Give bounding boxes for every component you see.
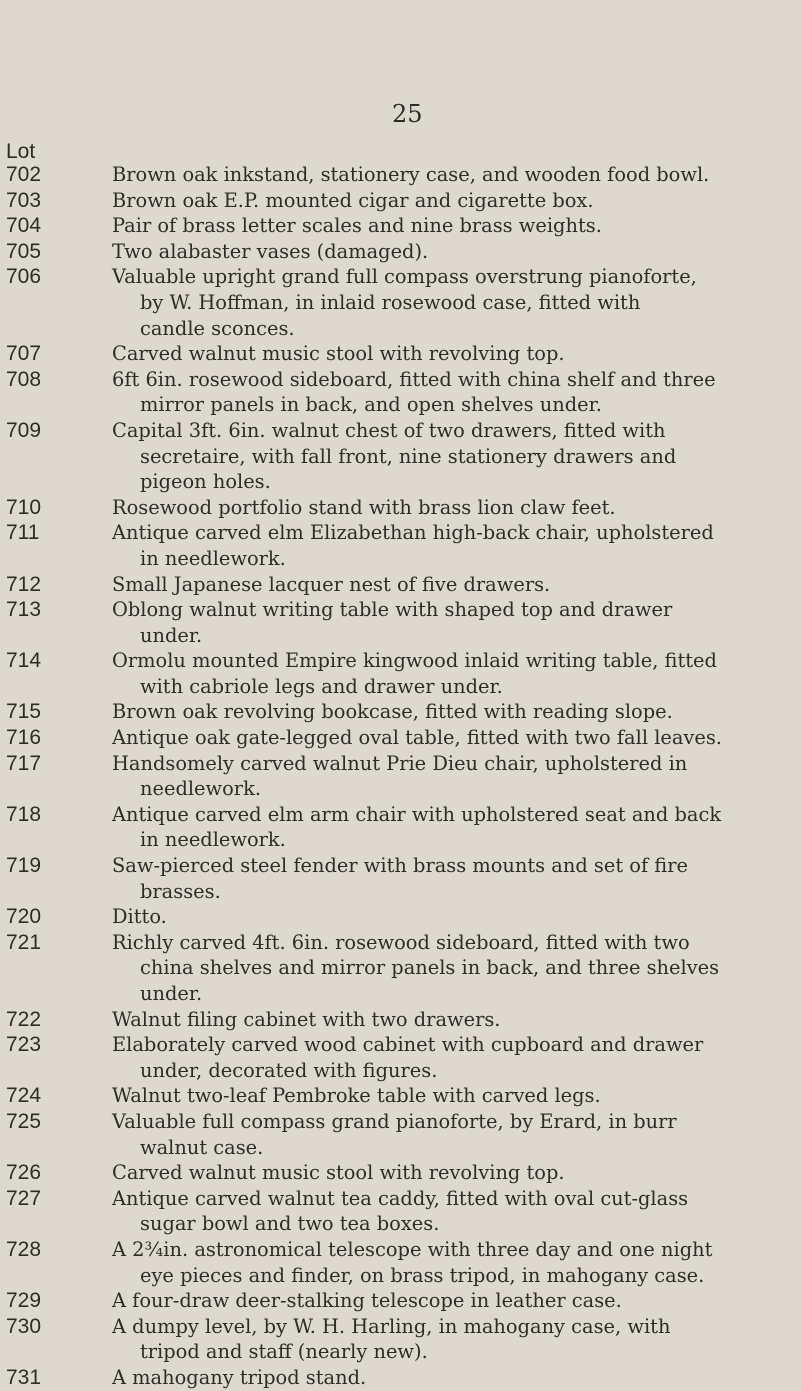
lot-entry <box>6 367 796 418</box>
lot-number: 731 <box>6 1365 42 1389</box>
lot-list <box>6 162 796 1391</box>
lot-entry <box>6 1288 796 1314</box>
page-number: 25 <box>392 100 423 128</box>
lot-entry <box>6 1160 796 1186</box>
lot-description-line: Valuable full compass grand pianoforte, by Erard, in burr <box>112 1109 677 1133</box>
lot-number: 730 <box>6 1314 42 1338</box>
lot-entry <box>6 648 796 699</box>
lot-number: 723 <box>6 1033 42 1057</box>
lot-description-line: Two alabaster vases (damaged). <box>112 239 429 263</box>
lot-entry <box>6 341 796 367</box>
lot-description <box>58 1160 796 1186</box>
lot-number: 709 <box>6 418 42 442</box>
lot-number: 711 <box>6 521 40 545</box>
lot-number: 704 <box>6 214 42 238</box>
lot-number: 726 <box>6 1161 42 1185</box>
lot-description-line: candle sconces. <box>140 316 295 340</box>
lot-entry <box>6 1237 796 1288</box>
lot-description <box>58 520 796 571</box>
lot-description-line: A dumpy level, by W. H. Harling, in mahogany case, with <box>112 1314 671 1338</box>
lot-entry <box>6 572 796 598</box>
lot-number: 717 <box>6 751 42 775</box>
lot-number: 712 <box>6 572 42 596</box>
lot-description-line: Oblong walnut writing table with shaped top and drawer <box>112 598 673 622</box>
lot-description <box>58 1314 796 1365</box>
lot-entry <box>6 904 796 930</box>
lot-description <box>58 367 796 418</box>
lot-description-line: Ditto. <box>112 905 167 929</box>
lot-number: 722 <box>6 1007 42 1031</box>
lot-description <box>58 239 796 265</box>
lot-description-line: Carved walnut music stool with revolving top. <box>112 342 565 366</box>
lot-number: 716 <box>6 726 42 750</box>
lot-entry <box>6 597 796 648</box>
lot-number: 720 <box>6 905 42 929</box>
lot-description-line: Carved walnut music stool with revolving top. <box>112 1161 565 1185</box>
lot-entry <box>6 162 796 188</box>
lot-description <box>58 648 796 699</box>
lot-number: 719 <box>6 854 42 878</box>
lot-description-line: under. <box>140 982 203 1005</box>
lot-description <box>58 699 796 725</box>
lot-description-line: Brown oak inkstand, stationery case, and wooden food bowl. <box>112 163 710 186</box>
lot-entry <box>6 1007 796 1033</box>
lot-description-line: Ormolu mounted Empire kingwood inlaid writing table, fitted <box>112 649 717 673</box>
lot-description <box>58 1083 796 1109</box>
lot-description <box>58 341 796 367</box>
lot-number: 724 <box>6 1084 42 1108</box>
lot-description-line: A 2¾in. astronomical telescope with three day and one night <box>112 1237 713 1261</box>
lot-number: 715 <box>6 700 42 724</box>
lot-description-line: Walnut filing cabinet with two drawers. <box>112 1007 501 1031</box>
lot-description-line: Brown oak E.P. mounted cigar and cigarette box. <box>112 188 594 212</box>
lot-description-line: sugar bowl and two tea boxes. <box>140 1212 440 1236</box>
lot-entry <box>6 1032 796 1083</box>
lot-description-line: Small Japanese lacquer nest of five drawers. <box>112 572 551 596</box>
lot-number: 729 <box>6 1289 42 1313</box>
lot-description-line: A four-draw deer-stalking telescope in leather case. <box>112 1289 622 1313</box>
lot-description <box>58 802 796 853</box>
lot-entry <box>6 1083 796 1109</box>
lot-description-line: A mahogany tripod stand. <box>112 1365 367 1389</box>
lot-entry <box>6 802 796 853</box>
lot-number: 702 <box>6 163 42 186</box>
lot-description-line: Valuable upright grand full compass overstrung pianoforte, <box>112 265 697 289</box>
lot-description-line: needlework. <box>140 777 261 801</box>
lot-entry <box>6 239 796 265</box>
lot-description <box>58 725 796 751</box>
lot-description-line: Antique carved walnut tea caddy, fitted with oval cut-glass <box>112 1186 689 1210</box>
lot-entry <box>6 213 796 239</box>
lot-entry <box>6 1186 796 1237</box>
lot-description-line: under. <box>140 623 203 647</box>
lot-description-line: Walnut two-leaf Pembroke table with carved legs. <box>112 1084 601 1108</box>
lot-entry <box>6 495 796 521</box>
lot-description-line: Antique carved elm Elizabethan high-back chair, upholstered <box>112 521 714 545</box>
lot-entry <box>6 699 796 725</box>
lot-entry <box>6 418 796 495</box>
lot-description-line: brasses. <box>140 879 221 903</box>
lot-description <box>58 930 796 1007</box>
lot-description-line: Pair of brass letter scales and nine brass weights. <box>112 214 602 238</box>
lot-entry <box>6 751 796 802</box>
lot-entry <box>6 853 796 904</box>
lot-number: 721 <box>6 930 42 954</box>
lot-description <box>58 162 796 188</box>
lot-description-line: under, decorated with figures. <box>140 1058 438 1082</box>
lot-description-line: by W. Hoffman, in inlaid rosewood case, fitted with <box>140 290 641 314</box>
lot-entry <box>6 1109 796 1160</box>
lot-description-line: in needlework. <box>140 828 286 852</box>
lot-number: 728 <box>6 1237 42 1261</box>
lot-number: 727 <box>6 1186 42 1210</box>
lot-description <box>58 853 796 904</box>
lot-entry <box>6 520 796 571</box>
lot-number: 707 <box>6 342 42 366</box>
lot-description-line: eye pieces and finder, on brass tripod, in mahogany case. <box>140 1263 705 1287</box>
lot-description-line: Richly carved 4ft. 6in. rosewood sideboard, fitted with two <box>112 930 690 954</box>
lot-description <box>58 188 796 214</box>
lot-entry <box>6 264 796 341</box>
lot-description-line: Antique oak gate-legged oval table, fitted with two fall leaves. <box>112 726 722 750</box>
lot-entry <box>6 188 796 214</box>
lot-number: 725 <box>6 1109 42 1133</box>
lot-description-line: Saw-pierced steel fender with brass mounts and set of fire <box>112 854 688 878</box>
lot-number: 710 <box>6 495 42 519</box>
lot-number: 703 <box>6 188 42 212</box>
lot-description <box>58 264 796 341</box>
lot-description <box>58 1109 796 1160</box>
lot-description <box>58 1365 796 1391</box>
lot-description <box>58 213 796 239</box>
lot-description <box>58 1186 796 1237</box>
lot-description-line: Brown oak revolving bookcase, fitted with reading slope. <box>112 700 673 724</box>
lot-description-line: pigeon holes. <box>140 470 271 494</box>
lot-entry <box>6 725 796 751</box>
lot-column-header: Lot <box>6 140 36 163</box>
lot-description-line: china shelves and mirror panels in back, and three shelves <box>140 956 720 980</box>
lot-description <box>58 904 796 930</box>
lot-description <box>58 1007 796 1033</box>
lot-description <box>58 1288 796 1314</box>
lot-description <box>58 495 796 521</box>
lot-number: 718 <box>6 802 42 826</box>
lot-description-line: Antique carved elm arm chair with upholstered seat and back <box>112 802 722 826</box>
lot-description-line: with cabriole legs and drawer under. <box>140 674 503 698</box>
lot-description-line: Elaborately carved wood cabinet with cupboard and drawer <box>112 1033 704 1057</box>
lot-number: 714 <box>6 649 42 673</box>
lot-description <box>58 572 796 598</box>
lot-description <box>58 1032 796 1083</box>
lot-description-line: secretaire, with fall front, nine stationery drawers and <box>140 444 677 468</box>
lot-entry <box>6 1365 796 1391</box>
lot-description-line: in needlework. <box>140 546 286 570</box>
lot-entry <box>6 1314 796 1365</box>
lot-number: 708 <box>6 367 42 391</box>
lot-description-line: mirror panels in back, and open shelves under. <box>140 393 602 417</box>
lot-description <box>58 418 796 495</box>
lot-description-line: walnut case. <box>140 1135 264 1159</box>
lot-description <box>58 1237 796 1288</box>
lot-description-line: 6ft 6in. rosewood sideboard, fitted with china shelf and three <box>112 367 716 391</box>
lot-description <box>58 597 796 648</box>
lot-description-line: Handsomely carved walnut Prie Dieu chair, upholstered in <box>112 751 688 775</box>
lot-description-line: Capital 3ft. 6in. walnut chest of two drawers, fitted with <box>112 418 666 442</box>
lot-description <box>58 751 796 802</box>
lot-number: 706 <box>6 265 42 289</box>
lot-number: 705 <box>6 239 42 263</box>
lot-entry <box>6 930 796 1007</box>
lot-description-line: Rosewood portfolio stand with brass lion claw feet. <box>112 495 616 519</box>
lot-description-line: tripod and staff (nearly new). <box>140 1340 428 1364</box>
lot-number: 713 <box>6 598 42 622</box>
